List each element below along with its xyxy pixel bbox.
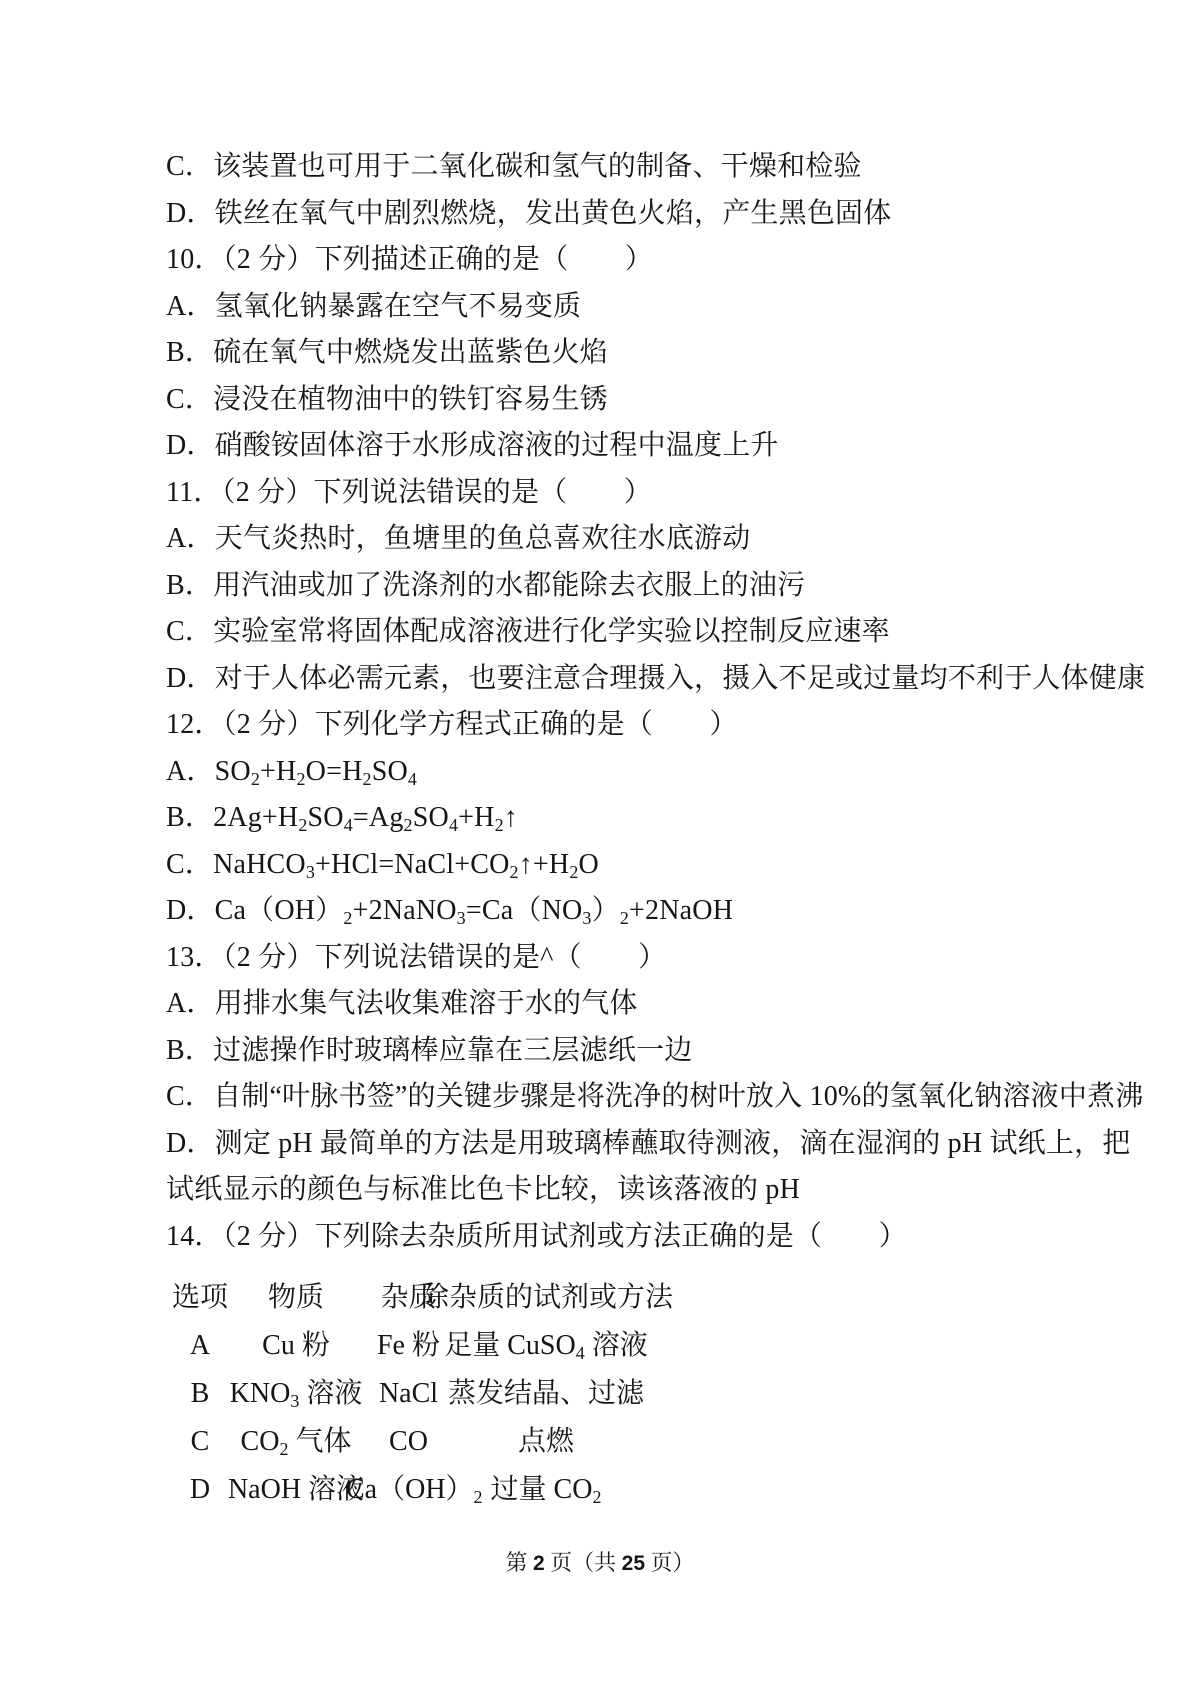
q13-stem: 13．（2 分）下列说法错误的是^（ ） — [166, 941, 667, 973]
table-row-c — [166, 1418, 866, 1466]
q12-option-a: A．$SO_2+H_2O=H_2SO_4$ — [166, 755, 418, 789]
q13-option-c: C．自制“叶脉书签”的关键步骤是将洗净的树叶放入 10%的氢氧化钠溶液中煮沸 — [166, 1081, 1144, 1112]
table-cell: A — [189, 1330, 211, 1361]
footer-prefix: 第 — [505, 1550, 533, 1575]
table-cell: Cu 粉 — [262, 1330, 330, 1361]
table-header-row — [166, 1274, 866, 1322]
q10-option-c: C．浸没在植物油中的铁钉容易生锈 — [166, 383, 608, 415]
footer-middle: 页（共 — [544, 1550, 622, 1575]
table-cell: B — [190, 1378, 210, 1409]
table-cell: C — [190, 1426, 210, 1457]
q10-option-b: B．硫在氧气中燃烧发出蓝紫色火焰 — [166, 337, 608, 368]
table-cell: NaCl — [378, 1378, 439, 1409]
table-row-a — [166, 1322, 866, 1370]
q11-option-c: C．实验室常将固体配成溶液进行化学实验以控制反应速率 — [166, 616, 890, 647]
q13-option-b: B．过滤操作时玻璃棒应靠在三层滤纸一边 — [166, 1034, 693, 1066]
page-number: 2 — [532, 1552, 545, 1575]
q9-option-d: D．铁丝在氧气中剧烈燃烧，发出黄色火焰，产生黑色固体 — [166, 197, 892, 229]
table-cell: $KNO_3$ 溶液 — [229, 1378, 363, 1411]
q12-option-d: D．$Ca(OH)_2+2NaNO_3=Ca(NO_3)_2+2NaOH$ — [166, 895, 734, 928]
q11-option-d: D．对于人体必需元素，也要注意合理摄入，摄入不足或过量均不利于人体健康 — [166, 662, 1146, 694]
q12-option-c: C．$NaHCO_3+HCl=NaCl+CO_2↑+H_2O$ — [166, 848, 599, 882]
table-header-method: 除杂质的试剂或方法 — [421, 1282, 674, 1313]
table-header-substance: 物质 — [267, 1282, 324, 1313]
q13-option-d: D．测定 pH 最简单的方法是用玻璃棒蘸取待测液，滴在湿润的 pH 试纸上，把 — [166, 1127, 1131, 1159]
table-row-b — [166, 1370, 866, 1418]
q9-option-c: C．该装置也可用于二氧化碳和氢气的制备、干燥和检验 — [166, 151, 862, 182]
q12-stem: 12．（2 分）下列化学方程式正确的是（ ） — [166, 709, 738, 740]
footer-suffix: 页） — [645, 1550, 695, 1575]
table-cell: $Ca(OH)_2$ — [346, 1474, 483, 1507]
total-pages: 25 — [621, 1552, 646, 1575]
table-cell: Fe 粉 — [376, 1330, 440, 1361]
table-cell: 过量 $CO_2$ — [490, 1474, 602, 1507]
table-cell: 蒸发结晶、过滤 — [447, 1378, 644, 1409]
table-cell: NaOH 溶液 — [227, 1474, 365, 1505]
table-header-option: 选项 — [171, 1282, 228, 1313]
question-list — [166, 144, 1166, 1260]
q10-option-a: A．氢氧化钠暴露在空气不易变质 — [166, 290, 582, 322]
q14-stem: 14．（2 分）下列除去杂质所用试剂或方法正确的是（ ） — [166, 1220, 907, 1252]
table-cell: 点燃 — [517, 1426, 574, 1457]
table-cell: D — [189, 1474, 211, 1505]
purification-table — [166, 1274, 866, 1514]
q12-option-b: B．$2Ag+H_2SO_4=Ag_2SO_4+H_2↑$ — [166, 802, 518, 835]
q13-option-a: A．用排水集气法收集难溶于水的气体 — [166, 988, 638, 1019]
table-header-impurity: 杂质 — [380, 1282, 437, 1313]
q11-option-a: A．天气炎热时，鱼塘里的鱼总喜欢往水底游动 — [166, 523, 751, 554]
table-row-d — [166, 1466, 866, 1514]
table-cell: 足量 CuSO$_4$ 溶液 — [444, 1330, 648, 1363]
q13-option-d-cont: 试纸显示的颜色与标准比色卡比较，读该落液的 pH — [166, 1174, 801, 1205]
table-cell: CO — [389, 1426, 428, 1457]
q11-stem: 11．（2 分）下列说法错误的是（ ） — [166, 476, 652, 508]
q11-option-b: B．用汽油或加了洗涤剂的水都能除去衣服上的油污 — [166, 569, 806, 601]
table-cell: $CO_2$ 气体 — [240, 1426, 352, 1459]
q10-option-d: D．硝酸铵固体溶于水形成溶液的过程中温度上升 — [166, 430, 779, 461]
q10-stem: 10．（2 分）下列描述正确的是（ ） — [166, 244, 654, 275]
page-footer — [0, 1549, 1200, 1578]
